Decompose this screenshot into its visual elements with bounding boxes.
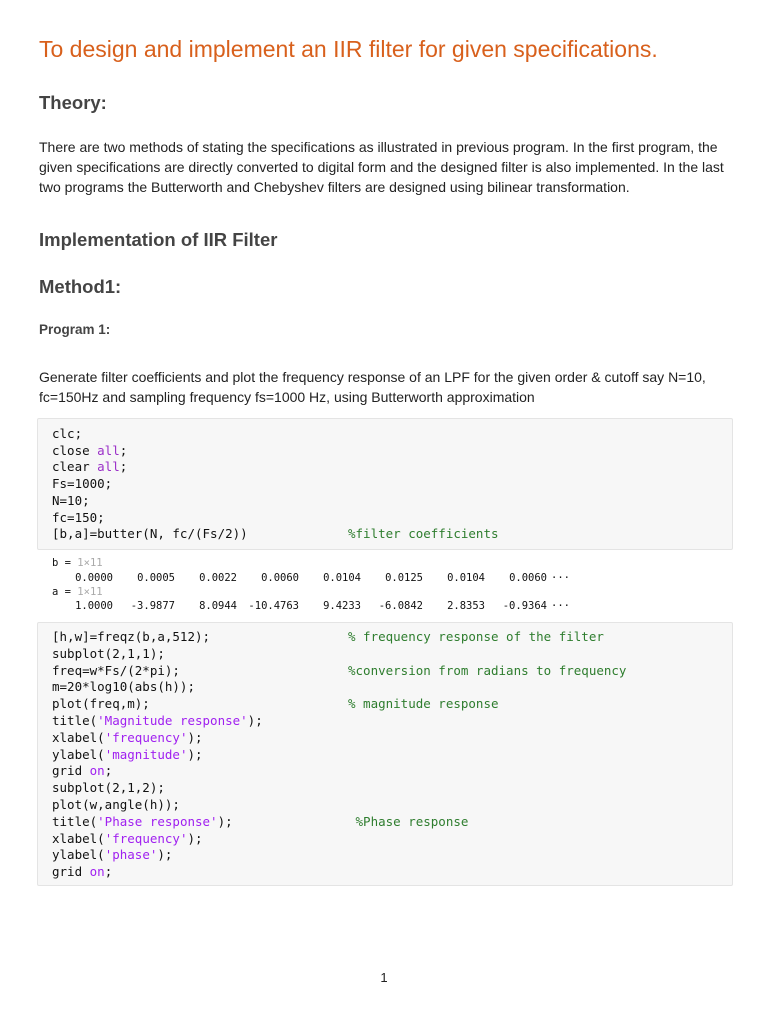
code-string: 'Magnitude response' — [97, 713, 248, 728]
output-b-name: b = — [52, 557, 78, 569]
code-text: ); — [187, 830, 203, 846]
code-line — [52, 475, 112, 492]
code-text: subplot(2,1,2); — [52, 780, 165, 796]
code-string: 'frequency' — [104, 729, 188, 745]
code-line — [52, 492, 90, 509]
code-text: plot(freq,m); — [52, 696, 150, 712]
output-b-dim: 1×11 — [77, 557, 103, 569]
output-value: -6.0842 — [378, 600, 423, 612]
code-line — [52, 762, 112, 779]
code-line — [52, 813, 233, 830]
theory-line: There are two methods of stating the specifications as illustrated in previous program. In the first program, the — [39, 139, 718, 155]
code-string: 'Phase response' — [97, 813, 218, 829]
code-comment: %conversion from radians to frequency — [348, 662, 627, 678]
theory-paragraph — [39, 137, 724, 197]
code-text: ylabel( — [52, 746, 105, 762]
code-comment: % magnitude response — [348, 696, 499, 712]
code-line — [52, 830, 203, 847]
code-text: ); — [187, 729, 203, 745]
code-line — [52, 442, 127, 459]
program-heading: Program 1: — [39, 322, 111, 337]
code-line — [52, 662, 180, 679]
code-text: xlabel( — [52, 830, 105, 846]
code-text: ; — [119, 459, 128, 475]
theory-line: two programs the Butterworth and Chebyshev filters are designed using bilinear transformation. — [39, 179, 630, 195]
code-text: title( — [52, 813, 98, 829]
theory-heading: Theory: — [39, 92, 107, 113]
code-text: m=20*log10(abs(h)); — [52, 679, 195, 695]
code-string: on — [89, 864, 105, 880]
program-description-line: fc=150Hz and sampling frequency fs=1000 Hz, using Butterworth approximation — [39, 389, 535, 405]
implementation-heading: Implementation of IIR Filter — [39, 229, 278, 250]
code-keyword: all — [97, 442, 120, 458]
code-line — [52, 712, 263, 729]
code-text: ; — [104, 864, 113, 880]
code-text: ); — [157, 847, 173, 863]
code-text: grid — [52, 864, 90, 880]
code-comment: % frequency response of the filter — [348, 629, 604, 644]
code-text: ); — [217, 813, 233, 829]
output-b-label — [52, 557, 103, 569]
output-value: 8.0944 — [199, 600, 237, 612]
code-text: freq=w*Fs/(2*pi); — [52, 662, 180, 678]
code-string: on — [89, 763, 105, 779]
output-value: 2.8353 — [447, 600, 485, 612]
code-text: clear — [52, 459, 98, 475]
code-text: ; — [104, 763, 113, 779]
code-line — [52, 425, 82, 442]
output-value: 1.0000 — [75, 600, 113, 612]
code-string: 'phase' — [104, 847, 158, 863]
output-value: 0.0022 — [199, 572, 237, 584]
code-text: ); — [247, 713, 263, 728]
code-line — [52, 779, 165, 796]
code-text: ylabel( — [52, 847, 105, 863]
code-text: [h,w]=freqz(b,a,512); — [52, 629, 211, 644]
code-text: subplot(2,1,1); — [52, 645, 165, 661]
code-comment: %Phase response — [348, 813, 469, 829]
code-line — [52, 678, 195, 695]
output-value: 0.0104 — [323, 572, 361, 584]
page-number: 1 — [380, 970, 388, 985]
code-line — [52, 846, 172, 863]
code-line — [52, 525, 248, 542]
output-value: 0.0060 — [509, 572, 547, 584]
code-line — [52, 796, 180, 813]
code-text: title( — [52, 713, 98, 728]
code-text: N=10; — [52, 492, 90, 508]
code-line — [52, 729, 203, 746]
program-description — [39, 367, 706, 407]
method-heading: Method1: — [39, 276, 122, 297]
output-value: 0.0104 — [447, 572, 485, 584]
output-a-dim: 1×11 — [77, 586, 103, 598]
page-title: To design and implement an IIR filter for given specifications. — [39, 36, 658, 62]
code-line — [52, 695, 150, 712]
code-line — [52, 509, 105, 526]
code-text: clc; — [52, 426, 83, 441]
code-text: [b,a]=butter(N, fc/(Fs/2)) — [52, 526, 248, 542]
code-string: 'magnitude' — [104, 746, 188, 762]
code-comment: %filter coefficients — [348, 526, 499, 542]
code-line — [52, 458, 127, 475]
output-value: -0.9364 — [502, 600, 547, 612]
output-value: -10.4763 — [248, 600, 299, 612]
code-text: ; — [119, 442, 128, 458]
program-description-line: Generate filter coefficients and plot the frequency response of an LPF for the given order & cutoff say N=10, — [39, 369, 706, 385]
ellipsis-icon: ··· — [551, 600, 570, 612]
code-text: fc=150; — [52, 509, 105, 525]
code-string: 'frequency' — [104, 830, 188, 846]
output-value: -3.9877 — [130, 600, 175, 612]
code-text: plot(w,angle(h)); — [52, 797, 180, 812]
output-value: 9.4233 — [323, 600, 361, 612]
code-block-2 — [37, 622, 733, 886]
code-block-1 — [37, 418, 733, 550]
output-value: 0.0060 — [261, 572, 299, 584]
code-text: grid — [52, 763, 90, 779]
code-line — [52, 628, 210, 645]
ellipsis-icon: ··· — [551, 572, 570, 584]
code-line — [52, 863, 112, 880]
output-value: 0.0005 — [137, 572, 175, 584]
code-text: ); — [187, 746, 203, 762]
output-value: 0.0125 — [385, 572, 423, 584]
output-value: 0.0000 — [75, 572, 113, 584]
code-line — [52, 645, 165, 662]
code-text: close — [52, 442, 98, 458]
output-a-label — [52, 586, 103, 598]
code-keyword: all — [97, 459, 120, 475]
output-a-name: a = — [52, 586, 78, 598]
code-line — [52, 746, 203, 763]
theory-line: given specifications are directly converted to digital form and the designed filter is also implemented. In the last — [39, 159, 724, 175]
code-text: Fs=1000; — [52, 476, 113, 492]
code-text: xlabel( — [52, 729, 105, 745]
